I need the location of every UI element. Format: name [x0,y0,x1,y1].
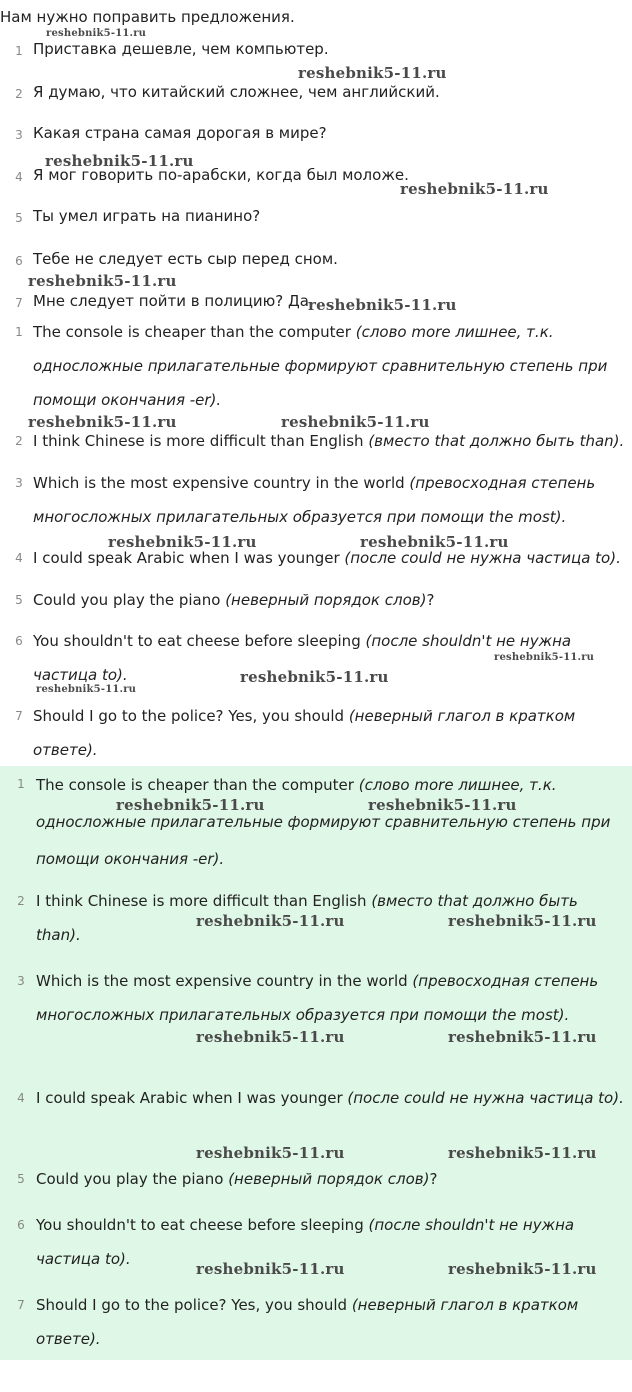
correction-note: (неверный порядок слов) [225,591,427,609]
watermark: reshebnik5-11.ru [400,180,549,198]
watermark: reshebnik5-11.ru [46,28,147,39]
watermark: reshebnik5-11.ru [28,272,177,290]
item-text: Приставка дешевле, чем компьютер. [33,40,329,58]
watermark: reshebnik5-11.ru [298,64,447,82]
item-number: 5 [15,593,23,607]
item-number: 1 [15,325,23,339]
sentence-text: I think Chinese is more difficult than English [36,892,372,910]
correction-note: (неверный порядок слов) [228,1170,430,1188]
watermark: reshebnik5-11.ru [448,912,597,930]
item-number: 2 [15,87,23,101]
item-number: 3 [15,128,23,142]
watermark: reshebnik5-11.ru [28,413,177,431]
correction-note: (превосходная степень многосложных прилагательных образуется при помощи the most). [33,474,596,526]
sentence-text: You shouldn't to eat cheese before sleeping [36,1216,369,1234]
item-number: 7 [15,296,23,310]
watermark: reshebnik5-11.ru [196,912,345,930]
watermark: reshebnik5-11.ru [308,296,457,314]
item-text [36,1288,626,1356]
item-text: Тебе не следует есть сыр перед сном. [33,250,338,268]
item-number: 3 [15,476,23,490]
correction-note: (после could не нужна частица to). [347,1089,624,1107]
sentence-text: I could speak Arabic when I was younger [33,549,345,567]
item-number: 6 [15,634,23,648]
item-text [33,315,628,417]
item-number: 4 [15,170,23,184]
watermark: reshebnik5-11.ru [196,1028,345,1046]
correction-note: (слово more лишнее, т.к. односложные прилагательные формируют сравнительную степень при помощи окончания -er). [36,776,611,868]
item-number: 4 [15,551,23,565]
correction-note: (после shouldn't не нужна частица to). [33,632,572,684]
sentence-text: Should I go to the police? Yes, you should [36,1296,352,1314]
watermark: reshebnik5-11.ru [368,796,517,814]
item-text [33,466,628,534]
sentence-tail: ? [426,591,435,609]
sentence-text: Could you play the piano [33,591,226,609]
watermark: reshebnik5-11.ru [494,652,595,663]
correction-note: (вместо that должно быть than). [36,892,578,944]
watermark: reshebnik5-11.ru [36,684,137,695]
sentence-text: Which is the most expensive country in the world [33,474,410,492]
sentence-tail: ? [429,1170,438,1188]
item-text: Я думаю, что китайский сложнее, чем английский. [33,83,440,101]
correction-note: (неверный глагол в кратком ответе). [33,707,576,759]
correction-note: (превосходная степень многосложных прилагательных образуется при помощи the most). [36,972,599,1024]
item-text: Мне следует пойти в полицию? Да. [33,292,314,310]
item-number: 2 [17,894,25,908]
correction-note: (слово more лишнее, т.к. односложные прилагательные формируют сравнительную степень при помощи окончания -er). [33,323,608,409]
item-number: 6 [17,1218,25,1232]
watermark: reshebnik5-11.ru [108,533,257,551]
sentence-text: Which is the most expensive country in the world [36,972,413,990]
item-number: 7 [15,709,23,723]
item-number: 5 [17,1172,25,1186]
watermark: reshebnik5-11.ru [281,413,430,431]
sentence-text: The console is cheaper than the computer [36,776,359,794]
watermark: reshebnik5-11.ru [240,668,389,686]
correction-note: (после shouldn't не нужна частица to). [36,1216,575,1268]
page-heading: Нам нужно поправить предложения. [0,8,295,26]
sentence-text: The console is cheaper than the computer [33,323,356,341]
item-number: 3 [17,974,25,988]
item-number: 7 [17,1298,25,1312]
item-text: Какая страна самая дорогая в мире? [33,124,327,142]
sentence-text: I think Chinese is more difficult than English [33,432,369,450]
item-text [36,1162,626,1196]
watermark: reshebnik5-11.ru [360,533,509,551]
item-text [36,964,626,1032]
watermark: reshebnik5-11.ru [45,152,194,170]
watermark: reshebnik5-11.ru [196,1144,345,1162]
watermark: reshebnik5-11.ru [448,1028,597,1046]
watermark: reshebnik5-11.ru [448,1144,597,1162]
correction-note: (после could не нужна частица to). [344,549,621,567]
sentence-text: You shouldn't to eat cheese before sleeping [33,632,366,650]
watermark: reshebnik5-11.ru [196,1260,345,1278]
item-number: 2 [15,434,23,448]
item-number: 4 [17,1091,25,1105]
item-text [36,1081,626,1115]
item-number: 1 [15,44,23,58]
sentence-text: Should I go to the police? Yes, you should [33,707,349,725]
item-text [33,583,628,617]
sentence-text: I could speak Arabic when I was younger [36,1089,348,1107]
item-number: 5 [15,211,23,225]
watermark: reshebnik5-11.ru [448,1260,597,1278]
sentence-text: Could you play the piano [36,1170,229,1188]
item-text [33,699,628,767]
item-text [36,767,626,878]
watermark: reshebnik5-11.ru [116,796,265,814]
correction-note: (неверный глагол в кратком ответе). [36,1296,579,1348]
item-number: 1 [17,777,25,791]
correction-note: (вместо that должно быть than). [368,432,625,450]
item-text: Я мог говорить по-арабски, когда был моложе. [33,166,409,184]
item-text: Ты умел играть на пианино? [33,207,261,225]
item-number: 6 [15,254,23,268]
